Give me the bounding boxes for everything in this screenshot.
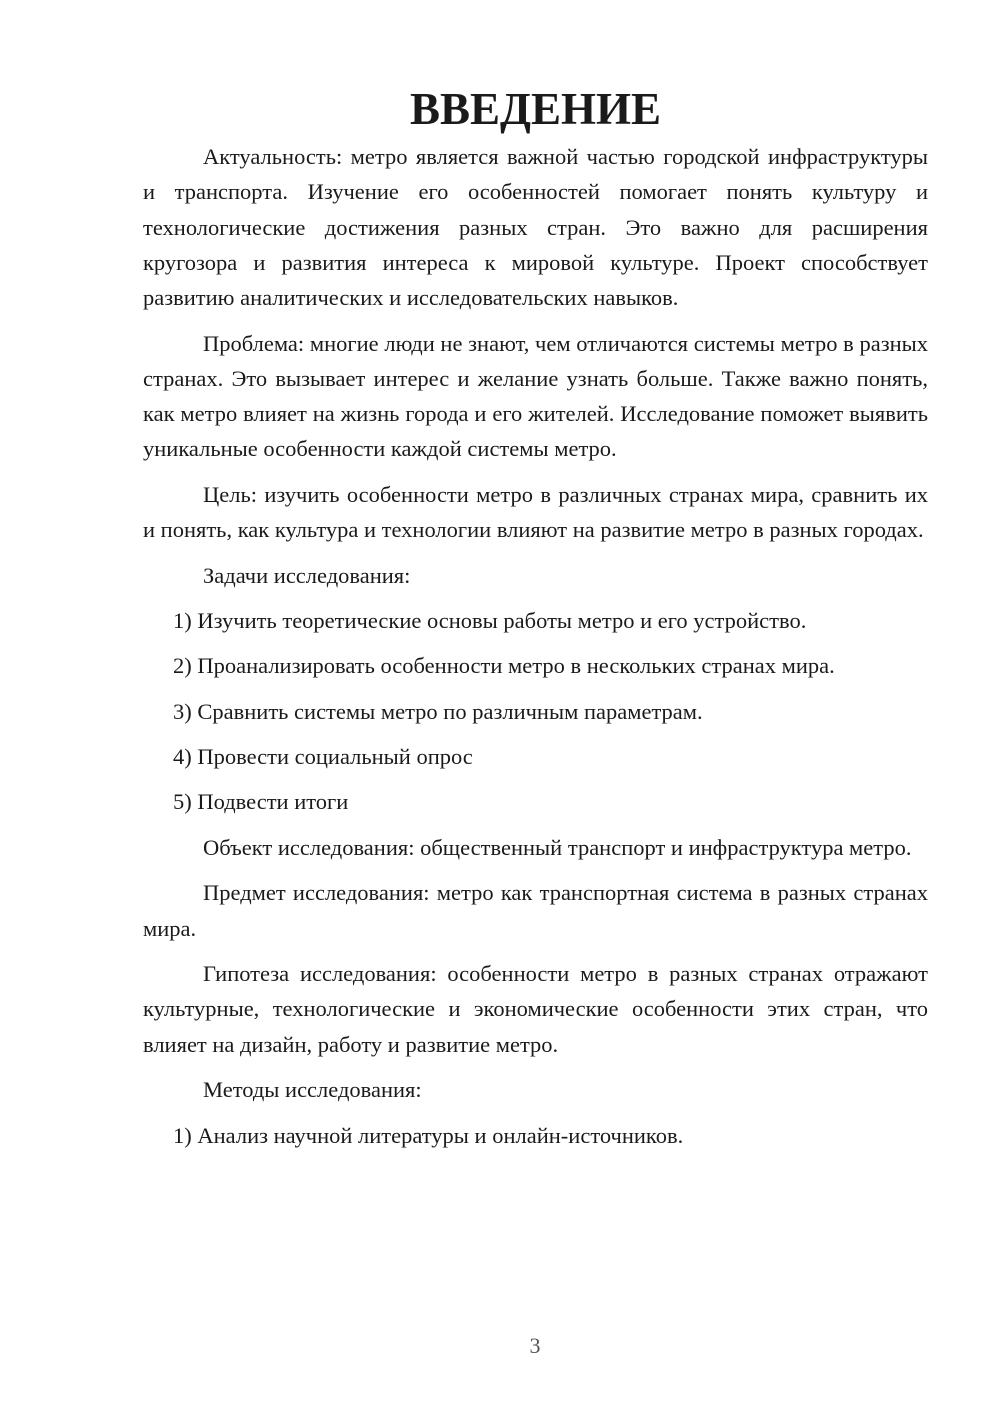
list-item: 4) Провести социальный опрос <box>173 743 473 769</box>
document-page <box>143 84 928 1153</box>
subject-paragraph: Предмет исследования: метро как транспортная система в разных странах мира. <box>143 880 928 941</box>
goal-paragraph: Цель: изучить особенности метро в различных странах мира, сравнить их и понять, как культура и технологии влияют на развитие метро в разных городах. <box>143 482 928 543</box>
problem-paragraph: Проблема: многие люди не знают, чем отличаются системы метро в разных странах. Это вызывает интерес и желание узнать больше. Также важно понять, как метро влияет на жизнь города и его жителей. Исследование поможет выявить уникальные особенности каждой системы метро. <box>143 330 928 462</box>
page-number: 3 <box>529 1333 541 1358</box>
methods-list <box>143 1118 928 1153</box>
object-paragraph: Объект исследования: общественный транспорт и инфраструктура метро. <box>203 834 912 860</box>
list-item: 3) Сравнить системы метро по различным параметрам. <box>173 698 703 724</box>
hypothesis-paragraph: Гипотеза исследования: особенности метро в разных странах отражают культурные, технологические и экономические особенности этих стран, что влияет на дизайн, работу и развитие метро. <box>143 961 928 1057</box>
section-title: ВВЕДЕНИЕ <box>409 84 662 134</box>
list-item: 5) Подвести итоги <box>173 788 349 814</box>
list-item: 2) Проанализировать особенности метро в нескольких странах мира. <box>173 653 835 679</box>
methods-heading: Методы исследования: <box>203 1077 422 1103</box>
list-item: 1) Изучить теоретические основы работы метро и его устройство. <box>173 608 807 634</box>
tasks-heading: Задачи исследования: <box>203 562 411 588</box>
list-item: 1) Анализ научной литературы и онлайн-источников. <box>173 1122 684 1148</box>
tasks-list <box>143 603 928 819</box>
relevance-paragraph: Актуальность: метро является важной частью городской инфраструктуры и транспорта. Изучение его особенностей помогает понять культуру и технологические достижения разных стран. Это важно для расширения кругозора и развития интереса к мировой культуре. Проект способствует развитию аналитических и исследовательских навыков. <box>143 144 928 311</box>
